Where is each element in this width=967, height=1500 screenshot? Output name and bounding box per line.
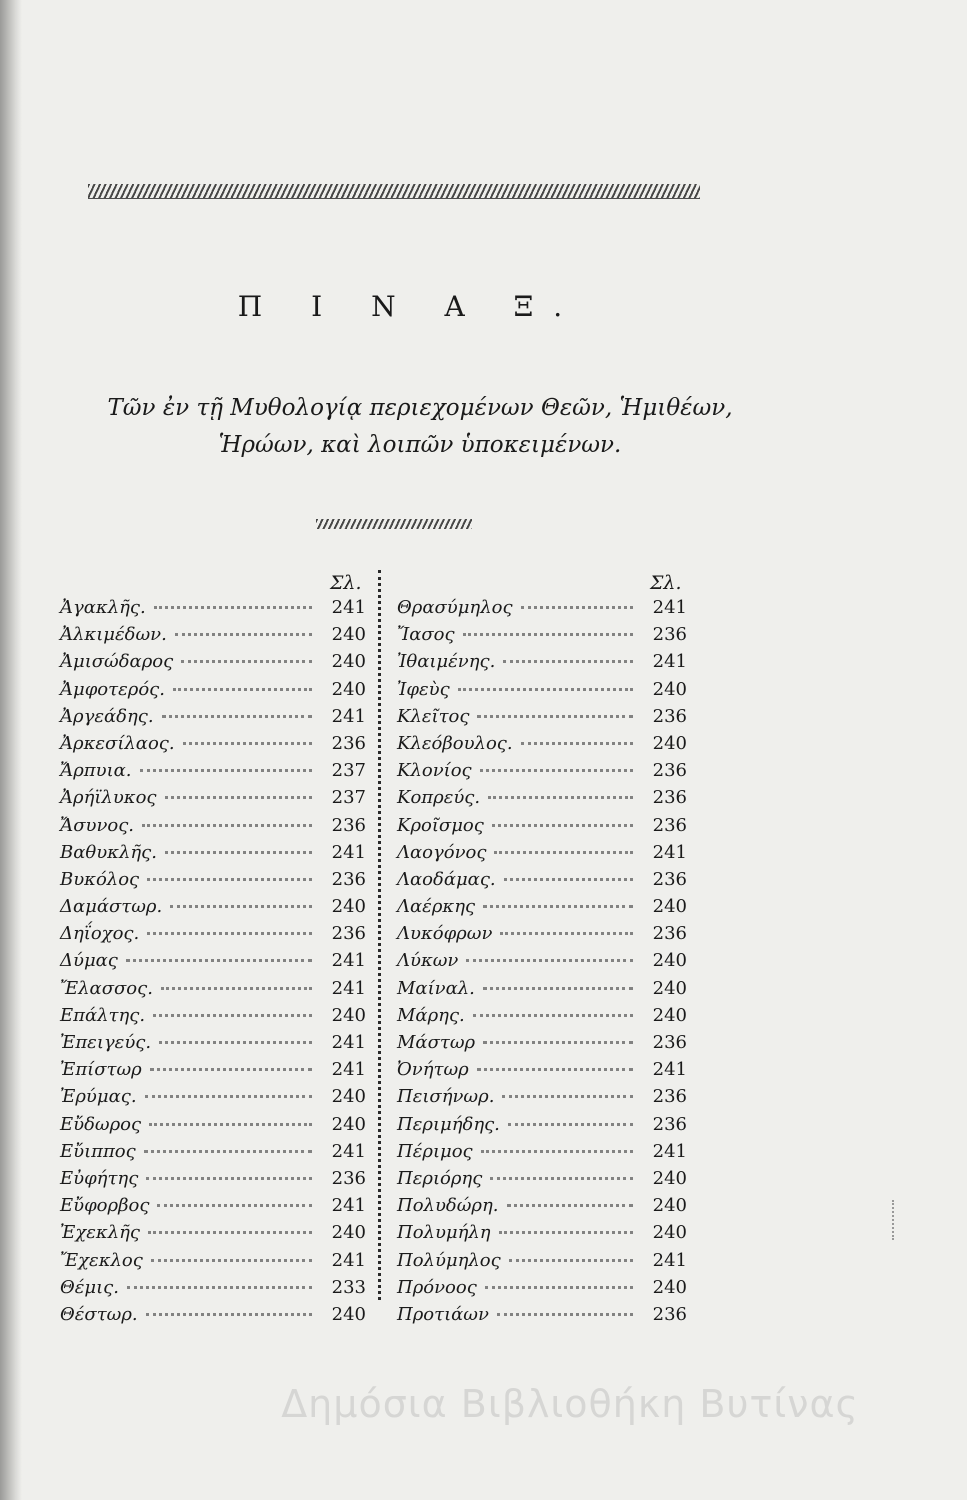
index-entry <box>397 1114 687 1141</box>
dot-leader <box>521 606 633 609</box>
entry-name: Πεισήνωρ. <box>397 1086 495 1108</box>
index-entry <box>60 1114 366 1141</box>
entry-name: Ἀλκιμέδων. <box>60 624 167 646</box>
entry-name: Μαίναλ. <box>397 977 475 999</box>
index-entry <box>60 1195 366 1222</box>
dot-leader <box>146 1313 312 1316</box>
entry-page-number: 240 <box>331 624 366 646</box>
dot-leader <box>477 1068 633 1071</box>
dot-leader <box>458 688 633 691</box>
index-entry <box>397 787 687 814</box>
entry-page-number: 241 <box>652 1249 687 1271</box>
entry-page-number: 237 <box>331 760 366 782</box>
entry-name: Προτιάων <box>397 1303 489 1325</box>
entry-name: Δηΐοχος. <box>60 923 140 945</box>
index-entry <box>397 1086 687 1113</box>
subtitle-line-1: Τῶν ἐν τῇ Μυθολογίᾳ περιεχομένων Θεῶν, Ἡμιθέων, <box>107 395 733 421</box>
entry-name: Επάλτης. <box>60 1004 146 1026</box>
dot-leader <box>507 1204 634 1207</box>
entry-page-number: 240 <box>331 1086 366 1108</box>
entry-page-number: 241 <box>331 1059 366 1081</box>
entry-page-number: 236 <box>652 1032 687 1053</box>
entry-name: Λαογόνος <box>397 841 487 863</box>
dot-leader <box>126 959 312 962</box>
dot-leader <box>480 769 633 772</box>
entry-name: Ἄρπυια. <box>60 760 132 782</box>
dot-leader <box>463 633 633 636</box>
entry-page-number: 240 <box>331 651 366 673</box>
entry-name: Ἀμισώδαρος <box>60 651 174 673</box>
index-entry <box>397 1168 687 1195</box>
entry-page-number: 236 <box>652 705 687 727</box>
entry-name: Βυκόλος <box>60 868 140 890</box>
entry-page-number: 236 <box>652 868 687 890</box>
entry-page-number: 233 <box>331 1276 366 1298</box>
index-entry <box>397 1250 687 1277</box>
dot-leader <box>483 1041 633 1044</box>
subtitle-line-2: Ἡρώων, καὶ λοιπῶν ὑποκειμένων. <box>218 431 622 458</box>
entry-name: Δαμάστωρ. <box>60 896 163 918</box>
entry-page-number: 240 <box>652 1004 687 1026</box>
entry-name: Ἔλασσος. <box>60 977 153 999</box>
dot-leader <box>147 878 312 881</box>
dot-leader <box>165 796 313 799</box>
index-entry <box>397 760 687 787</box>
index-entry <box>60 787 366 814</box>
index-entry <box>397 923 687 950</box>
index-entry <box>397 679 687 706</box>
index-entry <box>60 978 366 1005</box>
index-entry <box>397 1005 687 1032</box>
entry-page-number: 236 <box>652 1303 687 1325</box>
index-entry <box>60 1277 366 1304</box>
dot-leader <box>146 1177 312 1180</box>
entry-name: Πέριμος <box>397 1140 473 1162</box>
entry-page-number: 241 <box>652 1059 687 1081</box>
entry-name: Λύκων <box>397 950 459 972</box>
left-index-column <box>60 597 366 1331</box>
entry-name: Κοπρεύς. <box>397 787 481 809</box>
dot-leader <box>466 959 633 962</box>
dot-leader <box>477 715 633 718</box>
index-entry <box>60 815 366 842</box>
entry-page-number: 241 <box>331 950 366 972</box>
entry-name: Ὀνήτωρ <box>397 1059 469 1081</box>
left-page-header: Σλ. <box>330 572 362 594</box>
entry-name: Μάστωρ <box>397 1032 476 1053</box>
library-watermark: Δημόσια Βιβλιοθήκη Βυτίνας <box>281 1382 859 1426</box>
entry-page-number: 241 <box>331 841 366 863</box>
entry-name: Κροῖσμος <box>397 814 484 836</box>
entry-page-number: 236 <box>331 923 366 945</box>
index-entry <box>397 1222 687 1249</box>
index-entry <box>60 1222 366 1249</box>
entry-page-number: 240 <box>331 678 366 700</box>
index-entry <box>60 1250 366 1277</box>
index-entry <box>60 842 366 869</box>
dot-leader <box>147 932 312 935</box>
index-entry <box>60 896 366 923</box>
dot-leader <box>490 1177 633 1180</box>
dot-leader <box>485 1286 633 1289</box>
entry-page-number: 236 <box>652 1086 687 1108</box>
index-entry <box>60 869 366 896</box>
entry-page-number: 241 <box>652 651 687 673</box>
entry-name: Λαέρκης <box>397 896 476 918</box>
entry-page-number: 240 <box>652 977 687 999</box>
entry-page-number: 240 <box>331 1004 366 1026</box>
entry-page-number: 236 <box>652 1113 687 1135</box>
entry-page-number: 236 <box>652 760 687 782</box>
entry-name: Λαοδάμας. <box>397 868 496 890</box>
entry-name: Ἐπειγεύς. <box>60 1032 152 1053</box>
dot-leader <box>127 1286 312 1289</box>
entry-page-number: 241 <box>652 1140 687 1162</box>
index-entry <box>397 1141 687 1168</box>
entry-name: Ἀρκεσίλαος. <box>60 732 175 754</box>
entry-name: Ἰφεὺς <box>397 678 450 700</box>
dot-leader <box>503 660 633 663</box>
entry-page-number: 240 <box>331 1222 366 1244</box>
dot-leader <box>173 688 312 691</box>
entry-page-number: 241 <box>331 597 366 618</box>
entry-name: Κλεῖτος <box>397 705 470 727</box>
entry-name: Εὐφήτης <box>60 1167 139 1189</box>
entry-page-number: 236 <box>331 814 366 836</box>
entry-page-number: 241 <box>331 705 366 727</box>
dot-leader <box>149 1123 312 1126</box>
entry-name: Ἐχεκλῆς <box>60 1222 140 1244</box>
entry-page-number: 241 <box>652 841 687 863</box>
dot-leader <box>499 1231 633 1234</box>
dot-leader <box>183 742 312 745</box>
entry-name: Θέμις. <box>60 1276 119 1298</box>
entry-name: Κλονίος <box>397 760 472 782</box>
dot-leader <box>483 987 633 990</box>
entry-page-number: 240 <box>652 1276 687 1298</box>
index-entry <box>397 896 687 923</box>
dot-leader <box>154 606 312 609</box>
entry-page-number: 237 <box>331 787 366 809</box>
index-entry <box>397 706 687 733</box>
index-entry <box>397 651 687 678</box>
dot-leader <box>161 987 312 990</box>
entry-name: Περιόρης <box>397 1167 483 1189</box>
index-entry <box>60 1141 366 1168</box>
index-entry <box>60 597 366 624</box>
dot-leader <box>494 851 633 854</box>
entry-page-number: 240 <box>652 950 687 972</box>
entry-page-number: 240 <box>652 678 687 700</box>
dot-leader <box>508 1123 633 1126</box>
dot-leader <box>483 905 633 908</box>
dot-leader <box>481 1150 633 1153</box>
entry-page-number: 240 <box>652 732 687 754</box>
page-subtitle <box>60 390 780 464</box>
entry-name: Ἄσυνος. <box>60 814 135 836</box>
entry-name: Θρασύμηλος <box>397 597 513 618</box>
entry-page-number: 236 <box>331 1167 366 1189</box>
entry-name: Περιμήδης. <box>397 1113 500 1135</box>
index-entry <box>397 1304 687 1331</box>
dot-leader <box>521 742 633 745</box>
binding-shadow <box>0 0 22 1500</box>
dot-leader <box>145 1095 312 1098</box>
margin-mark <box>892 1200 897 1240</box>
entry-name: Βαθυκλῆς. <box>60 841 157 863</box>
dot-leader <box>181 660 312 663</box>
index-entry <box>60 1168 366 1195</box>
entry-page-number: 240 <box>652 1195 687 1217</box>
entry-name: Ἴασος <box>397 624 455 646</box>
dot-leader <box>473 1014 633 1017</box>
entry-page-number: 240 <box>652 896 687 918</box>
index-entry <box>397 1032 687 1059</box>
index-entry <box>60 1059 366 1086</box>
dot-leader <box>159 1041 312 1044</box>
entry-page-number: 241 <box>331 1195 366 1217</box>
entry-name: Λυκόφρων <box>397 923 493 945</box>
entry-page-number: 236 <box>331 732 366 754</box>
dot-leader <box>144 1150 312 1153</box>
dot-leader <box>151 1259 312 1262</box>
entry-name: Ἀγακλῆς. <box>60 597 146 618</box>
index-entry <box>60 733 366 760</box>
right-page-header: Σλ. <box>650 572 682 594</box>
index-entry <box>397 1277 687 1304</box>
entry-page-number: 241 <box>331 1249 366 1271</box>
index-entry <box>397 597 687 624</box>
entry-name: Ἀρήϊλυκος <box>60 787 157 809</box>
index-entry <box>397 815 687 842</box>
index-entry <box>60 651 366 678</box>
entry-name: Πολυδώρη. <box>397 1195 499 1217</box>
entry-page-number: 240 <box>331 896 366 918</box>
index-entry <box>60 679 366 706</box>
dot-leader <box>170 905 312 908</box>
entry-page-number: 236 <box>652 624 687 646</box>
index-entry <box>60 950 366 977</box>
index-entry <box>60 624 366 651</box>
entry-name: Ἔχεκλος <box>60 1249 143 1271</box>
dot-leader <box>504 878 633 881</box>
entry-name: Θέστωρ. <box>60 1303 138 1325</box>
entry-name: Εὔδωρος <box>60 1113 142 1135</box>
dot-leader <box>492 824 633 827</box>
index-entry <box>60 1086 366 1113</box>
entry-name: Κλεόβουλος. <box>397 732 513 754</box>
dot-leader <box>488 796 633 799</box>
entry-page-number: 241 <box>331 977 366 999</box>
index-entry <box>60 706 366 733</box>
dot-leader <box>165 851 312 854</box>
dot-leader <box>142 824 312 827</box>
entry-page-number: 240 <box>331 1113 366 1135</box>
entry-name: Πολυμήλη <box>397 1222 491 1244</box>
dot-leader <box>140 769 313 772</box>
entry-page-number: 236 <box>652 814 687 836</box>
entry-page-number: 241 <box>331 1140 366 1162</box>
index-entry <box>397 978 687 1005</box>
column-divider <box>378 570 381 1300</box>
small-ornament-rule <box>316 519 472 529</box>
dot-leader <box>150 1068 312 1071</box>
dot-leader <box>162 715 312 718</box>
dot-leader <box>509 1259 633 1262</box>
entry-name: Ἐπίστωρ <box>60 1059 142 1081</box>
dot-leader <box>500 932 633 935</box>
entry-name: Εὔιππος <box>60 1140 136 1162</box>
dot-leader <box>148 1231 312 1234</box>
entry-page-number: 241 <box>331 1032 366 1053</box>
index-entry <box>60 1304 366 1331</box>
dot-leader <box>497 1313 633 1316</box>
index-entry <box>397 950 687 977</box>
entry-page-number: 236 <box>652 787 687 809</box>
dot-leader <box>175 633 312 636</box>
entry-name: Πολύμηλος <box>397 1249 501 1271</box>
right-index-column <box>397 597 687 1331</box>
entry-name: Δύμας <box>60 950 118 972</box>
index-entry <box>60 923 366 950</box>
entry-page-number: 240 <box>652 1167 687 1189</box>
dot-leader <box>153 1014 312 1017</box>
entry-page-number: 240 <box>652 1222 687 1244</box>
index-entry <box>397 733 687 760</box>
index-entry <box>397 842 687 869</box>
entry-page-number: 236 <box>652 923 687 945</box>
index-entry <box>60 1032 366 1059</box>
entry-name: Εὔφορβος <box>60 1195 150 1217</box>
index-entry <box>397 869 687 896</box>
entry-name: Ἀργεάδης. <box>60 705 154 727</box>
index-entry <box>397 624 687 651</box>
index-entry <box>60 760 366 787</box>
entry-name: Πρόνοος <box>397 1276 477 1298</box>
entry-page-number: 236 <box>331 868 366 890</box>
dot-leader <box>502 1095 633 1098</box>
entry-name: Ἐρύμας. <box>60 1086 137 1108</box>
entry-name: Ἰθαιμένης. <box>397 651 496 673</box>
entry-name: Ἀμφοτερός. <box>60 678 165 700</box>
index-entry <box>397 1195 687 1222</box>
index-entry <box>397 1059 687 1086</box>
entry-page-number: 240 <box>331 1303 366 1325</box>
dot-leader <box>157 1204 312 1207</box>
entry-name: Μάρης. <box>397 1004 465 1026</box>
entry-page-number: 241 <box>652 597 687 618</box>
index-entry <box>60 1005 366 1032</box>
top-ornament-rule <box>88 184 700 199</box>
page-title: Π Ι Ν Α Ξ. <box>237 290 583 323</box>
